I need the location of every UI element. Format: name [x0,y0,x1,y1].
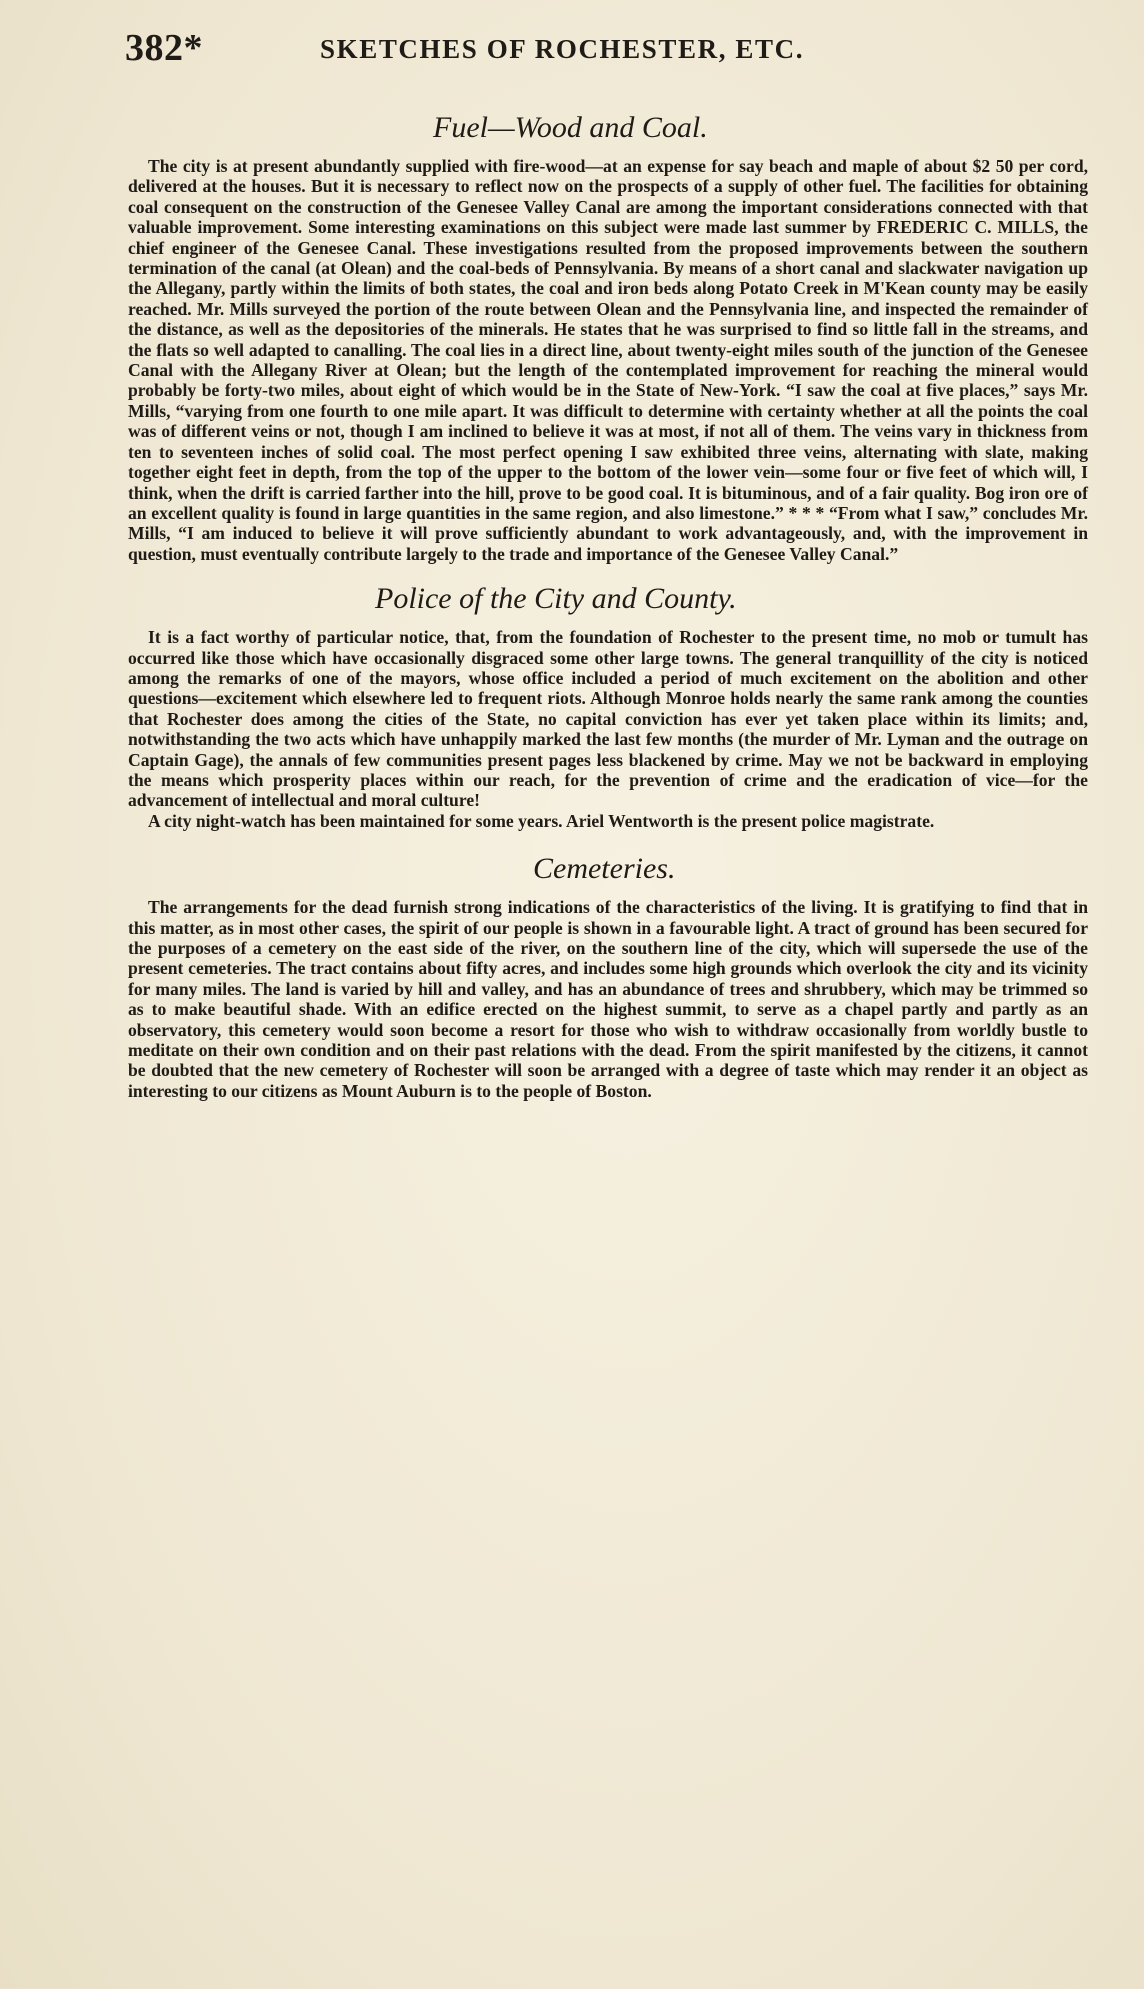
section-police [128,579,1088,831]
section-cemeteries [128,849,1088,1101]
page-body [128,108,1088,1101]
paragraph: The arrangements for the dead furnish strong indications of the characteristics of the living. It is gratifying to find that in this matter, as in most other cases, the spirit of our people is shown in a favourable light. A tract of ground has been secured for the purposes of a cemetery on the east side of the river, on the southern line of the city, which will supersede the use of the present cemeteries. The tract contains about fifty acres, and includes some high grounds which overlook the city and its vicinity for many miles. The land is varied by hill and valley, and has an abundance of trees and shrubbery, which may be trimmed so as to make beautiful shade. With an edifice erected on the highest summit, to serve as a chapel partly and partly as an observatory, this cemetery would soon become a resort for those who wish to withdraw occasionally from worldly bustle to meditate on their own condition and on their past relations with the dead. From the spirit manifested by the citizens, it cannot be doubted that the new cemetery of Rochester will soon be arranged with a degree of taste which may render it an object as interesting to our citizens as Mount Auburn is to the people of Boston. [128,897,1088,1101]
section-heading: Police of the City and County. [375,582,737,616]
paragraph: A city night-watch has been maintained for some years. Ariel Wentworth is the present police magistrate. [148,810,935,831]
page-header [125,24,1085,74]
running-head: SKETCHES OF ROCHESTER, ETC. [320,34,805,64]
page-number: 382* [125,27,203,69]
section-heading: Cemeteries. [533,852,676,886]
paragraph: The city is at present abundantly supplied with fire-wood—at an expense for say beach and maple of about $2 50 per cord, delivered at the houses. But it is necessary to reflect now on the prospects of a supply of other fuel. The facilities for obtaining coal consequent on the construction of the Genesee Valley Canal are among the important considerations connected with that valuable improvement. Some interesting examinations on this subject were made last summer by FREDERIC C. MILLS, the chief engineer of the Genesee Canal. These investigations resulted from the proposed improvements between the southern termination of the canal (at Olean) and the coal-beds of Pennsylvania. By means of a short canal and slackwater navigation up the Allegany, partly within the limits of both states, the coal and iron beds along Potato Creek in M'Kean county may be easily reached. Mr. Mills surveyed the portion of the route between Olean and the Pennsylvania line, and inspected the remainder of the distance, as well as the depositories of the minerals. He states that he was surprised to find so little fall in the streams, and the flats so well adapted to canalling. The coal lies in a direct line, about twenty-eight miles south of the junction of the Genesee Canal with the Allegany River at Olean; but the length of the contemplated improvement for reaching the mineral would probably be forty-two miles, about eight of which would be in the State of New-York. “I saw the coal at five places,” says Mr. Mills, “varying from one fourth to one mile apart. It was difficult to determine with certainty whether at all the points the coal was of different veins or not, though I am inclined to believe it was at most, if not all of them. The veins vary in thickness from ten to seventeen inches of solid coal. The most perfect opening I saw exhibited three veins, alternating with slate, making together eight feet in depth, from the top of the upper to the bottom of the lower vein—some four or five feet of which will, I think, when the drift is carried farther into the hill, prove to be good coal. It is bituminous, and of a fair quality. Bog iron ore of an excellent quality is found in large quantities in the same region, and also limestone.” * * * “From what I saw,” concludes Mr. Mills, “I am induced to believe it will prove sufficiently abundant to work advantageously, and, with the improvement in question, must eventually contribute largely to the trade and importance of the Genesee Valley Canal.” [128,156,1088,564]
section-heading: Fuel—Wood and Coal. [433,111,708,144]
section-fuel [128,108,1088,564]
paragraph: It is a fact worthy of particular notice, that, from the foundation of Rochester to the present time, no mob or tumult has occurred like those which have occasionally disgraced some other large towns. The general tranquillity of the city is noticed among the remarks of one of the mayors, whose office included a period of much excitement on the abolition and other questions—excitement which elsewhere led to frequent riots. Although Monroe holds nearly the same rank among the counties that Rochester does among the cities of the State, no capital conviction has ever yet taken place within its limits; and, notwithstanding the two acts which have unhappily marked the last few months (the murder of Mr. Lyman and the outrage on Captain Gage), the annals of few communities present pages less blackened by crime. May we not be backward in employing the means which prosperity places within our reach, for the prevention of crime and the eradication of vice—for the advancement of intellectual and moral culture! [128,627,1088,811]
